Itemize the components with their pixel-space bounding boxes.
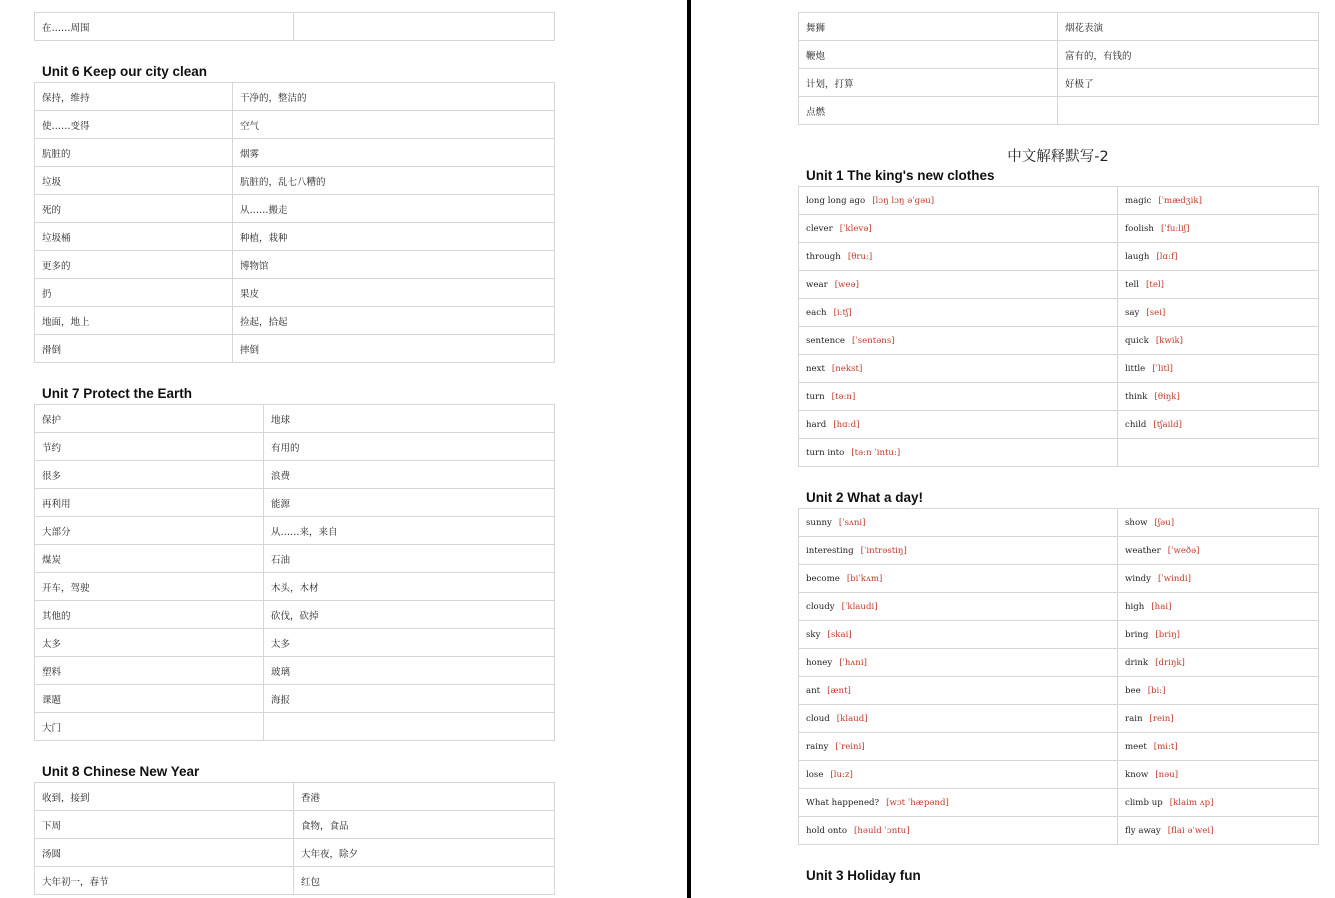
vocab-cell [1058,97,1319,125]
word-text: high [1125,601,1145,612]
table-row [799,411,1319,439]
vocab-cell: 果皮 [233,279,555,307]
word-text: quick [1125,335,1149,346]
word-text: think [1125,391,1148,402]
word-text: interesting [806,545,854,556]
word-cell [1118,621,1319,649]
table-row [35,685,555,713]
word-cell [799,789,1118,817]
word-text: child [1125,419,1147,430]
vocab-cell: 节约 [35,433,264,461]
word-text: clever [806,223,833,234]
vocab-cell: 地球 [264,405,555,433]
vocab-cell: 有用的 [264,433,555,461]
vocab-cell: 烟雾 [233,139,555,167]
phonetic-text: [θru:] [847,251,873,262]
table-row [799,789,1319,817]
vocab-cell: 下周 [35,811,294,839]
vocab-cell: 能源 [264,489,555,517]
section-gap [798,467,1318,489]
word-cell [1118,355,1319,383]
word-cell [799,355,1118,383]
table-row [35,13,555,41]
vocab-cell: 肮脏的 [35,139,233,167]
word-cell [1118,243,1319,271]
word-text: hold onto [806,825,848,836]
vocab-cell [264,713,555,741]
word-cell [799,649,1118,677]
word-text: honey [806,657,833,668]
phonetic-text: [briŋ] [1155,629,1181,640]
vocab-cell [294,13,555,41]
table-row [35,545,555,573]
table-row [799,215,1319,243]
table-row [35,111,555,139]
word-text: cloudy [806,601,835,612]
right-page [798,12,1318,886]
word-text: turn [806,391,825,402]
table-row [35,307,555,335]
word-text: climb up [1125,797,1163,808]
table-row [35,489,555,517]
table-row [799,537,1319,565]
table-row [799,243,1319,271]
phonetic-text: [nekst] [831,363,863,374]
word-cell [1118,677,1319,705]
vocab-cell: 计划，打算 [799,69,1058,97]
phonetic-text: [skai] [827,629,852,640]
vocab-cell: 海报 [264,685,555,713]
word-text: sentence [806,335,846,346]
table-row [35,713,555,741]
vocab-cell: 香港 [294,783,555,811]
word-cell [1118,565,1319,593]
phonetic-text: [flai əˈwei] [1167,825,1214,836]
word-cell [799,215,1118,243]
phonetic-text: [ˈsentəns] [852,335,895,346]
vocab-cell: 干净的，整洁的 [233,83,555,111]
table-row [799,705,1319,733]
vocab-cell: 舞狮 [799,13,1058,41]
vocab-cell: 汤圆 [35,839,294,867]
table-row [35,405,555,433]
phonetic-text: [ˈlitl] [1152,363,1174,374]
vocab-cell: 捡起，拾起 [233,307,555,335]
vocab-cell: 摔倒 [233,335,555,363]
phonetic-text: [ˈintrəstiŋ] [860,545,907,556]
table-row [799,817,1319,845]
word-text: laugh [1125,251,1150,262]
word-cell [1118,537,1319,565]
word-cell [799,761,1118,789]
table-row [35,573,555,601]
table-row [799,13,1319,41]
phonetic-text: [bi:] [1147,685,1166,696]
unit-heading: Unit 3 Holiday fun [806,868,921,883]
word-text: long long ago [806,195,866,206]
phonetic-text: [həuld ˈɔntu] [854,825,910,836]
phonetic-text: [ˈwindi] [1158,573,1191,584]
word-cell [799,817,1118,845]
vocab-cell: 食物，食品 [294,811,555,839]
table-row [35,335,555,363]
section-gap [34,41,554,63]
word-text: bee [1125,685,1141,696]
phonetic-text: [ænt] [827,685,851,696]
table-row [799,677,1319,705]
phonetic-text: [lu:z] [830,769,853,780]
vocab-cell: 从……来，来自 [264,517,555,545]
table-row [35,223,555,251]
phonetic-text: [wɔt ˈhæpənd] [886,797,949,808]
word-text: each [806,307,827,318]
vocab-cell: 很多 [35,461,264,489]
vocab-cell: 其他的 [35,601,264,629]
word-text: turn into [806,447,845,458]
phonetic-text: [driŋk] [1155,657,1185,668]
phonetic-text: [tə:n ˈintu:] [851,447,901,458]
table-row [799,439,1319,467]
word-text: drink [1125,657,1149,668]
word-text: hard [806,419,827,430]
vocab-table [34,404,555,741]
vocab-cell: 大年初一，春节 [35,867,294,895]
word-text: meet [1125,741,1147,752]
phonetic-text: [ʃəu] [1154,517,1175,528]
word-cell [799,677,1118,705]
vocab-cell: 大年夜，除夕 [294,839,555,867]
vocab-cell: 烟花表演 [1058,13,1319,41]
table-row [35,517,555,545]
word-cell [799,271,1118,299]
vocab-cell: 保护 [35,405,264,433]
vocab-cell: 红包 [294,867,555,895]
unit-heading: Unit 1 The king's new clothes [806,168,995,183]
table-row [799,621,1319,649]
table-row [35,461,555,489]
table-row [799,733,1319,761]
vocab-cell: 点燃 [799,97,1058,125]
vocab-cell: 大门 [35,713,264,741]
word-cell [799,243,1118,271]
table-row [799,355,1319,383]
word-text: lose [806,769,824,780]
phonetic-text: [tʃaild] [1153,419,1182,430]
vocab-cell: 鞭炮 [799,41,1058,69]
table-row [799,761,1319,789]
phonetic-text: [ˈsʌni] [838,517,866,528]
word-text: fly away [1125,825,1161,836]
section-gap [34,741,554,763]
phonetic-text: [i:tʃ] [833,307,852,318]
word-cell [1118,299,1319,327]
phonetic-text: [rein] [1149,713,1174,724]
vocab-cell: 肮脏的，乱七八糟的 [233,167,555,195]
vocab-cell: 太多 [264,629,555,657]
table-row [799,593,1319,621]
phonetic-text: [kwik] [1155,335,1184,346]
vocab-cell: 保持，维持 [35,83,233,111]
word-text: magic [1125,195,1152,206]
vocab-cell: 课题 [35,685,264,713]
vocab-cell: 滑倒 [35,335,233,363]
word-table [798,508,1319,845]
page-divider [687,0,691,898]
word-cell [1118,411,1319,439]
vocab-cell: 博物馆 [233,251,555,279]
phonetic-text: [θiŋk] [1154,391,1180,402]
phonetic-text: [nəu] [1155,769,1179,780]
word-text: show [1125,517,1148,528]
vocab-cell: 在……周围 [35,13,294,41]
sheet-title: 中文解释默写-2 [1007,149,1109,165]
vocab-cell: 从……搬走 [233,195,555,223]
table-row [799,509,1319,537]
section-gap [798,845,1318,867]
unit-heading: Unit 6 Keep our city clean [42,64,208,79]
word-cell [1118,271,1319,299]
table-row [799,187,1319,215]
phonetic-text: [tel] [1146,279,1165,290]
word-text: What happened? [806,797,880,808]
word-text: weather [1125,545,1161,556]
word-text: sky [806,629,821,640]
table-row [799,649,1319,677]
section-gap [34,363,554,385]
phonetic-text: [ˈklaudi] [841,601,878,612]
vocab-cell: 使……变得 [35,111,233,139]
table-row [799,97,1319,125]
vocab-cell: 垃圾桶 [35,223,233,251]
vocab-cell: 煤炭 [35,545,264,573]
word-text: next [806,363,825,374]
word-text: through [806,251,841,262]
vocab-table [34,82,555,363]
vocab-cell: 木头，木材 [264,573,555,601]
table-row [35,601,555,629]
vocab-cell: 再利用 [35,489,264,517]
phonetic-text: [hɑ:d] [833,419,860,430]
phonetic-text: [klaim ʌp] [1169,797,1214,808]
word-text: wear [806,279,828,290]
table-row [799,299,1319,327]
word-text: sunny [806,517,832,528]
table-row [35,139,555,167]
word-cell [1118,509,1319,537]
table-row [35,811,555,839]
phonetic-text: [ˈhʌni] [839,657,867,668]
vocab-table [34,782,555,895]
vocab-cell: 大部分 [35,517,264,545]
vocab-cell: 砍伐，砍掉 [264,601,555,629]
vocab-cell: 塑料 [35,657,264,685]
word-text: bring [1125,629,1149,640]
word-cell [1118,649,1319,677]
word-cell [799,383,1118,411]
vocab-cell: 浪费 [264,461,555,489]
word-cell [1118,215,1319,243]
word-text: rainy [806,741,829,752]
phonetic-text: [ˈklevə] [839,223,872,234]
table-row [799,271,1319,299]
word-cell [1118,187,1319,215]
table-row [35,867,555,895]
vocab-cell: 更多的 [35,251,233,279]
phonetic-text: [weə] [834,279,859,290]
left-page [34,12,554,895]
table-row [35,629,555,657]
word-cell [799,537,1118,565]
word-cell [1118,439,1319,467]
word-text: foolish [1125,223,1154,234]
vocab-cell: 太多 [35,629,264,657]
phonetic-text: [biˈkʌm] [846,573,883,584]
vocab-table [798,12,1319,125]
unit-heading: Unit 2 What a day! [806,490,924,505]
phonetic-text: [hai] [1151,601,1172,612]
word-text: cloud [806,713,830,724]
word-cell [1118,761,1319,789]
table-row [35,195,555,223]
table-row [799,565,1319,593]
table-row [799,383,1319,411]
word-cell [1118,789,1319,817]
vocab-cell: 收到，接到 [35,783,294,811]
word-cell [799,733,1118,761]
table-row [799,69,1319,97]
word-text: ant [806,685,821,696]
unit-heading: Unit 7 Protect the Earth [42,386,193,401]
word-cell [799,593,1118,621]
vocab-cell: 富有的，有钱的 [1058,41,1319,69]
word-text: know [1125,769,1149,780]
table-row [799,41,1319,69]
word-cell [799,411,1118,439]
table-row [35,839,555,867]
phonetic-text: [lɑ:f] [1156,251,1178,262]
word-text: become [806,573,840,584]
vocab-cell: 石油 [264,545,555,573]
table-row [35,433,555,461]
phonetic-text: [mi:t] [1153,741,1178,752]
word-cell [799,621,1118,649]
phonetic-text: [ˈreini] [835,741,865,752]
vocab-cell: 死的 [35,195,233,223]
word-cell [799,439,1118,467]
word-cell [1118,327,1319,355]
vocab-cell: 种植，栽种 [233,223,555,251]
word-cell [799,327,1118,355]
word-text: windy [1125,573,1151,584]
phonetic-text: [lɔŋ lɔŋ əˈgəu] [872,195,935,206]
vocab-cell: 扔 [35,279,233,307]
phonetic-text: [tə:n] [831,391,856,402]
word-cell [1118,817,1319,845]
word-text: say [1125,307,1140,318]
unit-heading: Unit 8 Chinese New Year [42,764,200,779]
table-row [35,279,555,307]
word-cell [1118,705,1319,733]
word-cell [1118,383,1319,411]
phonetic-text: [sei] [1146,307,1166,318]
word-cell [799,705,1118,733]
word-cell [1118,593,1319,621]
word-text: little [1125,363,1146,374]
vocab-cell: 好极了 [1058,69,1319,97]
phonetic-text: [ˈweðə] [1167,545,1200,556]
vocab-cell: 垃圾 [35,167,233,195]
word-text: rain [1125,713,1143,724]
table-row [35,657,555,685]
word-cell [799,509,1118,537]
word-cell [799,187,1118,215]
table-row [799,327,1319,355]
word-cell [799,565,1118,593]
vocab-cell: 开车，驾驶 [35,573,264,601]
table-row [35,251,555,279]
table-row [35,783,555,811]
word-table [798,186,1319,467]
vocab-cell: 玻璃 [264,657,555,685]
phonetic-text: [klaud] [836,713,868,724]
phonetic-text: [ˈmædʒik] [1158,195,1202,206]
phonetic-text: [ˈfu:liʃ] [1160,223,1190,234]
table-row [35,167,555,195]
vocab-table [34,12,555,41]
table-row [35,83,555,111]
word-text: tell [1125,279,1140,290]
vocab-cell: 空气 [233,111,555,139]
word-cell [1118,733,1319,761]
word-cell [799,299,1118,327]
vocab-cell: 地面，地上 [35,307,233,335]
